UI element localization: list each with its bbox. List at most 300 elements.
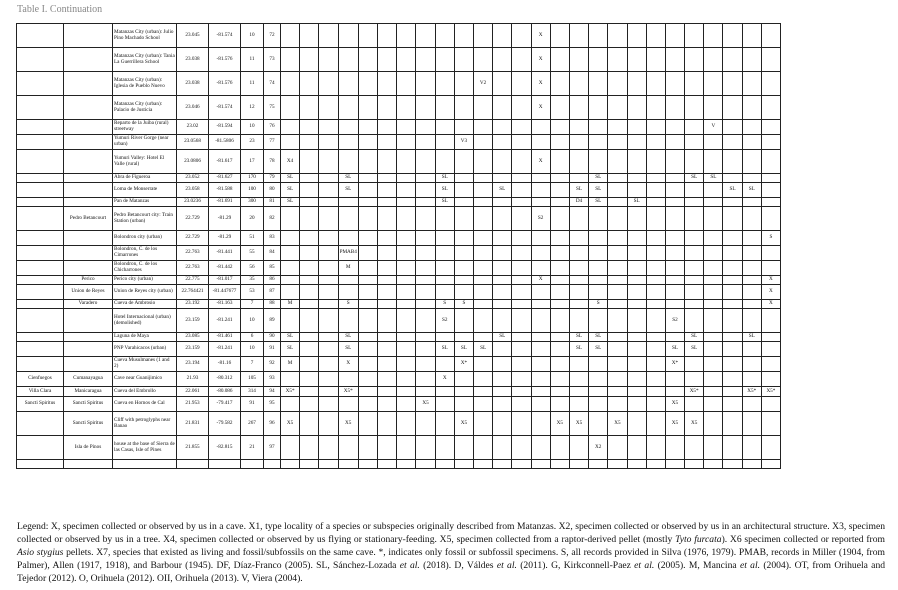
province-cell: [17, 436, 64, 460]
municipality-cell: Pedro Betancourt: [64, 207, 113, 231]
table-row: [17, 276, 781, 285]
municipality-cell: [64, 261, 113, 276]
record-mark-cell: [493, 48, 512, 72]
record-mark-cell: [493, 397, 512, 412]
record-mark-cell: [435, 135, 454, 150]
table-row: [17, 387, 781, 397]
record-mark-cell: [742, 397, 761, 412]
record-mark-cell: [704, 397, 723, 412]
province-cell: [17, 285, 64, 300]
record-mark-cell: [397, 48, 416, 72]
record-mark-cell: [685, 285, 704, 300]
record-mark-cell: [358, 436, 377, 460]
record-mark-cell: [474, 198, 493, 207]
record-mark-cell: [627, 24, 646, 48]
record-mark-cell: [665, 135, 684, 150]
record-mark-cell: [397, 285, 416, 300]
record-mark-cell: SL: [338, 183, 358, 198]
record-mark-cell: [397, 387, 416, 397]
record-mark-cell: SL: [281, 342, 300, 357]
record-mark-cell: [742, 48, 761, 72]
locality-id-cell: 85: [264, 261, 281, 276]
longitude-cell: -81.576: [209, 72, 241, 96]
record-mark-cell: [742, 231, 761, 246]
record-mark-cell: X: [531, 276, 550, 285]
record-mark-cell: [512, 198, 531, 207]
record-mark-cell: [608, 231, 627, 246]
longitude-cell: -81.617: [209, 150, 241, 174]
record-mark-cell: [338, 120, 358, 135]
altitude-cell: [241, 460, 264, 469]
locality-id-cell: 97: [264, 436, 281, 460]
record-mark-cell: [416, 276, 435, 285]
record-mark-cell: [665, 436, 684, 460]
record-mark-cell: [685, 135, 704, 150]
record-mark-cell: X5: [338, 412, 358, 436]
locality-cell: PNP Varahicacos (urban): [113, 342, 177, 357]
record-mark-cell: [723, 436, 742, 460]
record-mark-cell: [723, 120, 742, 135]
record-mark-cell: [608, 96, 627, 120]
record-mark-cell: X5: [608, 412, 627, 436]
record-mark-cell: [338, 207, 358, 231]
longitude-cell: -81.576: [209, 48, 241, 72]
record-mark-cell: [608, 300, 627, 309]
locality-cell: [113, 460, 177, 469]
record-mark-cell: [531, 460, 550, 469]
record-mark-cell: [569, 309, 588, 333]
record-mark-cell: [550, 198, 569, 207]
record-mark-cell: [569, 397, 588, 412]
record-mark-cell: [300, 231, 319, 246]
record-mark-cell: [665, 387, 684, 397]
record-mark-cell: [378, 333, 397, 342]
record-mark-cell: [550, 397, 569, 412]
record-mark-cell: X: [531, 24, 550, 48]
latitude-cell: 22.763: [177, 261, 209, 276]
locality-cell: Perico city (urban): [113, 276, 177, 285]
municipality-cell: Perico: [64, 276, 113, 285]
record-mark-cell: [358, 397, 377, 412]
record-mark-cell: [300, 174, 319, 183]
record-mark-cell: [454, 183, 473, 198]
record-mark-cell: [761, 198, 780, 207]
record-mark-cell: [512, 342, 531, 357]
record-mark-cell: [569, 436, 588, 460]
locality-id-cell: 74: [264, 72, 281, 96]
record-mark-cell: [300, 48, 319, 72]
record-mark-cell: [550, 120, 569, 135]
record-mark-cell: [569, 231, 588, 246]
record-mark-cell: [627, 120, 646, 135]
record-mark-cell: [319, 387, 338, 397]
record-mark-cell: [454, 261, 473, 276]
table-row: [17, 300, 781, 309]
record-mark-cell: [319, 24, 338, 48]
record-mark-cell: [608, 261, 627, 276]
record-mark-cell: [646, 387, 665, 397]
record-mark-cell: [493, 207, 512, 231]
record-mark-cell: [416, 48, 435, 72]
record-mark-cell: [550, 309, 569, 333]
altitude-cell: 105: [241, 372, 264, 387]
record-mark-cell: [512, 387, 531, 397]
locality-cell: Cueva en Hornos de Cal: [113, 397, 177, 412]
record-mark-cell: [512, 261, 531, 276]
altitude-cell: 23: [241, 135, 264, 150]
record-mark-cell: [646, 397, 665, 412]
table-row: [17, 174, 781, 183]
record-mark-cell: X: [761, 300, 780, 309]
record-mark-cell: [665, 48, 684, 72]
record-mark-cell: [723, 231, 742, 246]
record-mark-cell: [454, 285, 473, 300]
record-mark-cell: [358, 120, 377, 135]
record-mark-cell: [685, 24, 704, 48]
locality-cell: Matanzas City (urban): Iglesia de Pueblo Nuevo: [113, 72, 177, 96]
record-mark-cell: [589, 96, 608, 120]
record-mark-cell: [608, 198, 627, 207]
record-mark-cell: [378, 397, 397, 412]
record-mark-cell: [723, 48, 742, 72]
record-mark-cell: [646, 357, 665, 372]
record-mark-cell: [416, 24, 435, 48]
record-mark-cell: [338, 285, 358, 300]
record-mark-cell: [493, 24, 512, 48]
table-row: [17, 150, 781, 174]
locality-cell: Loma de Monserrate: [113, 183, 177, 198]
table-row: [17, 261, 781, 276]
record-mark-cell: [704, 150, 723, 174]
locality-cell: Cliff with petroglyphs near Banao: [113, 412, 177, 436]
record-mark-cell: [569, 372, 588, 387]
record-mark-cell: [608, 150, 627, 174]
record-mark-cell: [416, 460, 435, 469]
record-mark-cell: [319, 372, 338, 387]
record-mark-cell: [397, 357, 416, 372]
record-mark-cell: [723, 150, 742, 174]
record-mark-cell: [704, 436, 723, 460]
record-mark-cell: [569, 300, 588, 309]
record-mark-cell: [685, 261, 704, 276]
record-mark-cell: [300, 198, 319, 207]
record-mark-cell: [416, 333, 435, 342]
record-mark-cell: [627, 372, 646, 387]
record-mark-cell: [358, 207, 377, 231]
record-mark-cell: [723, 135, 742, 150]
record-mark-cell: [569, 96, 588, 120]
record-mark-cell: [608, 276, 627, 285]
municipality-cell: [64, 342, 113, 357]
record-mark-cell: [474, 120, 493, 135]
record-mark-cell: [723, 198, 742, 207]
record-mark-cell: [319, 207, 338, 231]
record-mark-cell: [493, 460, 512, 469]
record-mark-cell: X: [435, 372, 454, 387]
record-mark-cell: [569, 460, 588, 469]
record-mark-cell: [685, 372, 704, 387]
record-mark-cell: [608, 48, 627, 72]
record-mark-cell: [435, 24, 454, 48]
record-mark-cell: [454, 397, 473, 412]
record-mark-cell: [665, 285, 684, 300]
record-mark-cell: [493, 96, 512, 120]
table-row: [17, 135, 781, 150]
table-row: [17, 309, 781, 333]
record-mark-cell: X4: [281, 150, 300, 174]
record-mark-cell: X5: [665, 397, 684, 412]
record-mark-cell: [300, 397, 319, 412]
record-mark-cell: [319, 397, 338, 412]
table-row: [17, 183, 781, 198]
altitude-cell: 91: [241, 397, 264, 412]
record-mark-cell: [474, 246, 493, 261]
record-mark-cell: [531, 261, 550, 276]
longitude-cell: -81.441: [209, 246, 241, 261]
record-mark-cell: X: [531, 150, 550, 174]
record-mark-cell: [531, 300, 550, 309]
record-mark-cell: [397, 333, 416, 342]
record-mark-cell: [493, 198, 512, 207]
record-mark-cell: [300, 357, 319, 372]
record-mark-cell: [627, 261, 646, 276]
record-mark-cell: V: [704, 120, 723, 135]
record-mark-cell: [493, 174, 512, 183]
record-mark-cell: X: [531, 72, 550, 96]
province-cell: [17, 198, 64, 207]
record-mark-cell: [319, 135, 338, 150]
record-mark-cell: [646, 372, 665, 387]
record-mark-cell: [474, 387, 493, 397]
record-mark-cell: [704, 300, 723, 309]
record-mark-cell: [685, 72, 704, 96]
latitude-cell: 21.831: [177, 412, 209, 436]
record-mark-cell: [704, 357, 723, 372]
record-mark-cell: [454, 231, 473, 246]
latitude-cell: 23.192: [177, 300, 209, 309]
latitude-cell: 23.0568: [177, 135, 209, 150]
record-mark-cell: [627, 460, 646, 469]
record-mark-cell: [416, 183, 435, 198]
record-mark-cell: [454, 372, 473, 387]
record-mark-cell: S2: [531, 207, 550, 231]
record-mark-cell: [569, 174, 588, 183]
record-mark-cell: [589, 372, 608, 387]
record-mark-cell: [338, 198, 358, 207]
longitude-cell: -81.461: [209, 333, 241, 342]
record-mark-cell: [493, 300, 512, 309]
record-mark-cell: [723, 412, 742, 436]
record-mark-cell: [685, 397, 704, 412]
record-mark-cell: [300, 261, 319, 276]
record-mark-cell: [474, 436, 493, 460]
record-mark-cell: [454, 174, 473, 183]
record-mark-cell: SL: [338, 342, 358, 357]
record-mark-cell: [397, 183, 416, 198]
record-mark-cell: [416, 412, 435, 436]
record-mark-cell: [435, 285, 454, 300]
record-mark-cell: [358, 24, 377, 48]
record-mark-cell: [378, 135, 397, 150]
record-mark-cell: [685, 436, 704, 460]
record-mark-cell: [550, 300, 569, 309]
record-mark-cell: [319, 72, 338, 96]
record-mark-cell: [493, 72, 512, 96]
municipality-cell: [64, 460, 113, 469]
record-mark-cell: [531, 387, 550, 397]
record-mark-cell: [531, 309, 550, 333]
locality-cell: Laguna de Maya: [113, 333, 177, 342]
record-mark-cell: [358, 174, 377, 183]
record-mark-cell: X5: [569, 412, 588, 436]
record-mark-cell: [319, 285, 338, 300]
record-mark-cell: X5*: [281, 387, 300, 397]
record-mark-cell: X5: [685, 412, 704, 436]
record-mark-cell: [281, 460, 300, 469]
record-mark-cell: [358, 387, 377, 397]
municipality-cell: [64, 48, 113, 72]
locality-cell: Cueva Musulmanes (1 and 2): [113, 357, 177, 372]
locality-cell: Matanzas City (urban): Julio Pino Machado School: [113, 24, 177, 48]
record-mark-cell: [704, 285, 723, 300]
record-mark-cell: [319, 276, 338, 285]
record-mark-cell: [435, 276, 454, 285]
record-mark-cell: S: [589, 300, 608, 309]
record-mark-cell: [723, 261, 742, 276]
record-mark-cell: [531, 412, 550, 436]
province-cell: [17, 300, 64, 309]
record-mark-cell: [300, 412, 319, 436]
record-mark-cell: [512, 48, 531, 72]
record-mark-cell: [550, 342, 569, 357]
province-cell: [17, 246, 64, 261]
record-mark-cell: [319, 231, 338, 246]
table-caption: Table I. Continuation: [17, 4, 103, 15]
record-mark-cell: [569, 207, 588, 231]
record-mark-cell: [608, 207, 627, 231]
record-mark-cell: [493, 150, 512, 174]
record-mark-cell: [550, 246, 569, 261]
record-mark-cell: [358, 372, 377, 387]
record-mark-cell: [512, 246, 531, 261]
record-mark-cell: SL: [589, 342, 608, 357]
record-mark-cell: [281, 48, 300, 72]
locality-id-cell: 90: [264, 333, 281, 342]
record-mark-cell: [378, 276, 397, 285]
record-mark-cell: [627, 48, 646, 72]
latitude-cell: 21.953: [177, 397, 209, 412]
record-mark-cell: [416, 300, 435, 309]
province-cell: [17, 207, 64, 231]
record-mark-cell: [550, 207, 569, 231]
legend: Legend: X, specimen collected or observed by us in a cave. X1, type locality of a species or subspecies originally described from Matanzas. X2, specimen collected or observed by us in an architectural structure. X3, specimen collected or observed by us in a tree. X4, specimen collected or observed by us flying or stationary-feeding. X5, specimen collected from a raptor-derived pellet (mostly Tyto furcata). X6 specimen collected or reported from Asio stygius pellets. X7, species that existed as living and fossil/subfossils on the same cave. *, indicates only fossil or subfossil specimens. S, all records provided in Silva (1976, 1979). PMAB, records in Miller (1904, from Palmer), Allen (1917, 1918), and Barbour (1945). DF, Díaz-Franco (2005). SL, Sánchez-Lozada et al. (2018). D, Váldes et al. (2011). G, Kirkconnell-Paez et al. (2005). M, Mancina et al. (2004). OT, from Orihuela and Tejedor (2012). O, Orihuela (2012). OII, Orihuela (2013). V, Viera (2004).: [17, 521, 886, 585]
record-mark-cell: [300, 372, 319, 387]
record-mark-cell: SL: [589, 198, 608, 207]
record-mark-cell: [397, 300, 416, 309]
record-mark-cell: [761, 333, 780, 342]
record-mark-cell: [300, 207, 319, 231]
record-mark-cell: [761, 397, 780, 412]
record-mark-cell: [646, 183, 665, 198]
record-mark-cell: [608, 183, 627, 198]
record-mark-cell: [358, 72, 377, 96]
record-mark-cell: [358, 412, 377, 436]
locality-id-cell: 93: [264, 372, 281, 387]
locality-id-cell: 83: [264, 231, 281, 246]
record-mark-cell: [300, 72, 319, 96]
record-mark-cell: S: [761, 231, 780, 246]
table-row: [17, 198, 781, 207]
record-mark-cell: [397, 276, 416, 285]
record-mark-cell: [474, 460, 493, 469]
record-mark-cell: [358, 357, 377, 372]
record-mark-cell: [416, 135, 435, 150]
record-mark-cell: [685, 300, 704, 309]
locality-cell: Bolondron, C. de los Cimarrones: [113, 246, 177, 261]
locality-id-cell: 86: [264, 276, 281, 285]
municipality-cell: [64, 333, 113, 342]
record-mark-cell: [512, 96, 531, 120]
province-cell: Cienfuegos: [17, 372, 64, 387]
record-mark-cell: [416, 207, 435, 231]
record-mark-cell: [338, 48, 358, 72]
longitude-cell: -81.29: [209, 207, 241, 231]
record-mark-cell: X5*: [338, 387, 358, 397]
record-mark-cell: [454, 198, 473, 207]
record-mark-cell: [646, 309, 665, 333]
record-mark-cell: [397, 135, 416, 150]
record-mark-cell: SL: [281, 198, 300, 207]
record-mark-cell: X5*: [761, 387, 780, 397]
record-mark-cell: [512, 24, 531, 48]
record-mark-cell: [550, 72, 569, 96]
record-mark-cell: [589, 150, 608, 174]
record-mark-cell: [493, 285, 512, 300]
record-mark-cell: [416, 436, 435, 460]
record-mark-cell: [685, 183, 704, 198]
record-mark-cell: [704, 460, 723, 469]
record-mark-cell: [704, 276, 723, 285]
record-mark-cell: [378, 183, 397, 198]
record-mark-cell: [493, 309, 512, 333]
record-mark-cell: [378, 357, 397, 372]
record-mark-cell: [646, 150, 665, 174]
record-mark-cell: X: [531, 48, 550, 72]
record-mark-cell: [474, 397, 493, 412]
record-mark-cell: [338, 135, 358, 150]
locality-cell: Abra de Figueroa: [113, 174, 177, 183]
province-cell: [17, 96, 64, 120]
record-mark-cell: [319, 150, 338, 174]
record-mark-cell: [627, 300, 646, 309]
record-mark-cell: [665, 183, 684, 198]
altitude-cell: 10: [241, 24, 264, 48]
longitude-cell: -81.627: [209, 174, 241, 183]
locality-id-cell: 88: [264, 300, 281, 309]
record-mark-cell: S: [435, 300, 454, 309]
record-mark-cell: [646, 198, 665, 207]
record-mark-cell: [378, 174, 397, 183]
locality-id-cell: 92: [264, 357, 281, 372]
record-mark-cell: [742, 207, 761, 231]
record-mark-cell: [608, 397, 627, 412]
longitude-cell: -81.594: [209, 120, 241, 135]
record-mark-cell: [608, 309, 627, 333]
record-mark-cell: [665, 246, 684, 261]
locality-id-cell: 96: [264, 412, 281, 436]
record-mark-cell: [531, 246, 550, 261]
record-mark-cell: [435, 207, 454, 231]
